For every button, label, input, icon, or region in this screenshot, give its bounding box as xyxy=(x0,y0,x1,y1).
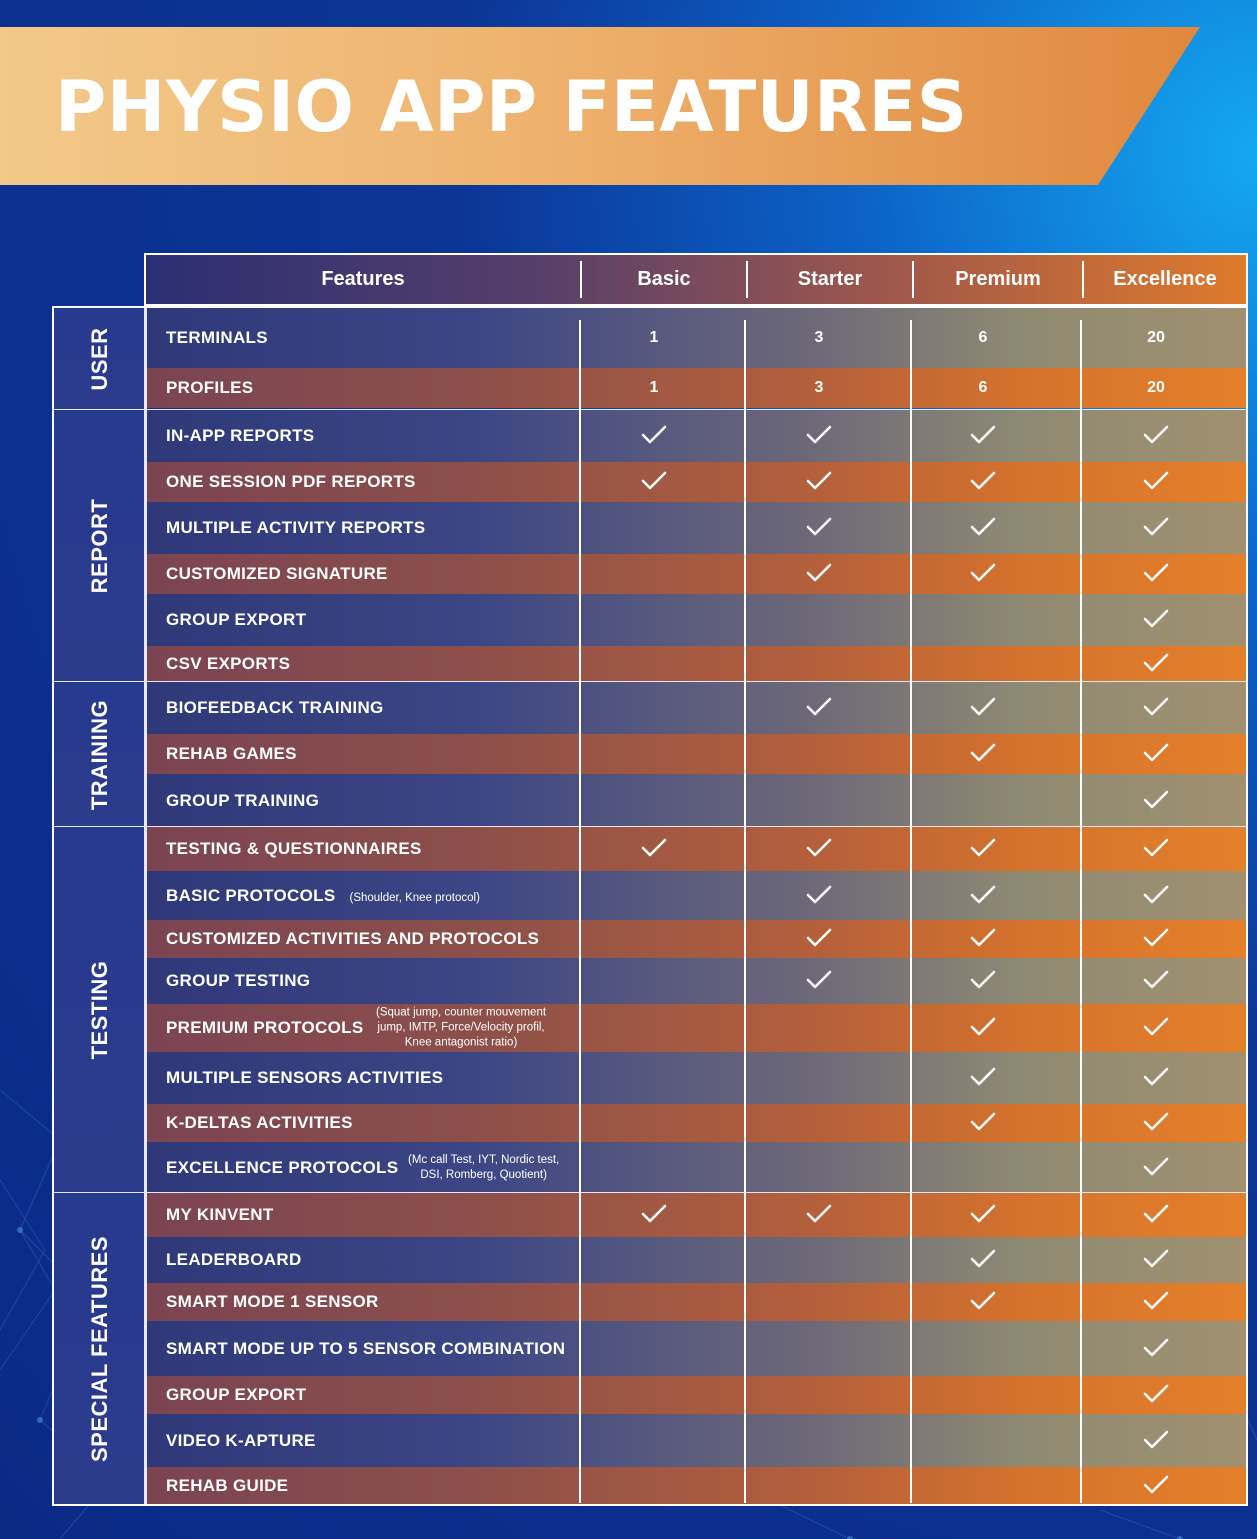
check-icon xyxy=(970,1204,996,1224)
check-icon xyxy=(1143,653,1169,673)
section-label: USER xyxy=(87,327,112,391)
header-starter: Starter xyxy=(797,268,863,290)
feature-name xyxy=(166,1113,353,1133)
check-icon xyxy=(641,425,667,445)
check-icon xyxy=(970,1017,996,1037)
check-icon xyxy=(1143,838,1169,858)
feature-name xyxy=(166,1476,288,1496)
feature-note-line: Knee antagonist ratio) xyxy=(404,1036,518,1049)
column-divider xyxy=(579,320,581,1503)
check-icon xyxy=(1143,1430,1169,1450)
feature-label: BASIC PROTOCOLS xyxy=(166,885,336,905)
check-icon xyxy=(806,885,832,905)
check-icon xyxy=(806,471,832,491)
feature-name xyxy=(166,1292,379,1312)
check-icon xyxy=(970,471,996,491)
feature-label: SMART MODE UP TO 5 SENSOR COMBINATION xyxy=(166,1338,566,1358)
feature-note-line: DSI, Romberg, Quotient) xyxy=(420,1168,547,1181)
feature-label: EXCELLENCE PROTOCOLS xyxy=(166,1157,399,1177)
feature-label: CSV EXPORTS xyxy=(166,654,291,673)
check-icon xyxy=(970,885,996,905)
check-icon xyxy=(970,563,996,583)
feature-label: GROUP EXPORT xyxy=(166,610,307,629)
check-icon xyxy=(1143,517,1169,537)
feature-label: TESTING & QUESTIONNAIRES xyxy=(166,839,422,858)
feature-label: SMART MODE 1 SENSOR xyxy=(166,1292,379,1311)
check-icon xyxy=(1143,1475,1169,1495)
check-icon xyxy=(806,517,832,537)
check-icon xyxy=(806,1204,832,1224)
feature-note: (Shoulder, Knee protocol) xyxy=(349,891,480,904)
check-icon xyxy=(970,970,996,990)
page-title: PHYSIO APP FEATURES xyxy=(55,66,968,148)
feature-label: PROFILES xyxy=(166,378,254,397)
tier-value: 1 xyxy=(649,329,659,346)
feature-label: CUSTOMIZED SIGNATURE xyxy=(166,564,388,583)
tier-value: 6 xyxy=(978,379,988,396)
check-icon xyxy=(970,1067,996,1087)
feature-name xyxy=(166,744,297,764)
feature-name xyxy=(166,378,253,398)
feature-label: REHAB GUIDE xyxy=(166,1475,289,1495)
check-icon xyxy=(1143,1384,1169,1404)
check-icon xyxy=(1143,743,1169,763)
check-icon xyxy=(1143,425,1169,445)
feature-label: MULTIPLE ACTIVITY REPORTS xyxy=(166,518,426,537)
tier-value: 20 xyxy=(1147,379,1165,396)
tier-value: 1 xyxy=(649,379,659,396)
header-premium: Premium xyxy=(955,268,1041,290)
feature-name xyxy=(166,1018,363,1038)
check-icon xyxy=(970,697,996,717)
feature-table xyxy=(52,306,1248,1506)
column-divider xyxy=(910,320,912,1503)
check-icon xyxy=(1143,1017,1169,1037)
header-features: Features xyxy=(321,268,405,290)
feature-name xyxy=(166,564,388,584)
feature-label: CUSTOMIZED ACTIVITIES AND PROTOCOLS xyxy=(166,929,540,948)
check-icon xyxy=(970,425,996,445)
header-excellence: Excellence xyxy=(1113,268,1217,290)
section-label: TESTING xyxy=(87,960,112,1060)
check-icon xyxy=(806,697,832,717)
feature-name xyxy=(166,1250,302,1270)
feature-name xyxy=(166,518,425,538)
check-icon xyxy=(970,928,996,948)
check-icon xyxy=(1143,1112,1169,1132)
check-icon xyxy=(641,838,667,858)
feature-name xyxy=(166,971,310,991)
feature-note-line: (Squat jump, counter mouvement xyxy=(376,1006,547,1019)
feature-note-line: (Mc call Test, IYT, Nordic test, xyxy=(408,1153,560,1166)
check-icon xyxy=(1143,1291,1169,1311)
check-icon xyxy=(970,517,996,537)
check-icon xyxy=(641,471,667,491)
feature-label: IN-APP REPORTS xyxy=(166,426,315,445)
check-icon xyxy=(806,425,832,445)
feature-name xyxy=(166,1339,565,1359)
check-icon xyxy=(1143,928,1169,948)
section-label: REPORT xyxy=(87,498,112,594)
feature-note-line: jump, IMTP, Force/Velocity profil, xyxy=(377,1021,545,1034)
check-icon xyxy=(1143,1249,1169,1269)
section-label-cell-testing xyxy=(54,827,146,1193)
check-icon xyxy=(1143,1338,1169,1358)
feature-name xyxy=(166,426,314,446)
check-icon xyxy=(806,838,832,858)
feature-label: K-DELTAS ACTIVITIES xyxy=(166,1113,353,1132)
feature-name xyxy=(166,698,384,718)
feature-label: REHAB GAMES xyxy=(166,744,297,763)
feature-label: MY KINVENT xyxy=(166,1205,274,1224)
feature-name xyxy=(166,839,422,859)
table-header xyxy=(144,253,1248,306)
check-icon xyxy=(970,1112,996,1132)
check-icon xyxy=(1143,885,1169,905)
feature-note xyxy=(376,1006,546,1051)
feature-label: VIDEO K-APTURE xyxy=(166,1430,316,1450)
feature-name xyxy=(166,929,539,949)
check-icon xyxy=(1143,1067,1169,1087)
check-icon xyxy=(1143,563,1169,583)
feature-name xyxy=(166,886,480,906)
header-basic: Basic xyxy=(637,268,691,290)
column-divider xyxy=(744,320,746,1503)
feature-label: GROUP EXPORT xyxy=(166,1385,307,1404)
section-label: TRAINING xyxy=(87,699,112,810)
feature-label: PREMIUM PROTOCOLS xyxy=(166,1018,364,1037)
feature-label: MULTIPLE SENSORS ACTIVITIES xyxy=(166,1068,444,1087)
feature-name xyxy=(166,1158,398,1178)
feature-note xyxy=(408,1153,559,1183)
feature-label: LEADERBOARD xyxy=(166,1250,302,1269)
check-icon xyxy=(970,743,996,763)
section-label-cell-training xyxy=(54,682,146,827)
check-icon xyxy=(806,928,832,948)
feature-name xyxy=(166,1385,306,1405)
tier-value: 3 xyxy=(814,379,824,396)
feature-name xyxy=(166,472,416,492)
column-divider xyxy=(1080,320,1082,1503)
feature-label: GROUP TESTING xyxy=(166,971,311,990)
check-icon xyxy=(970,1291,996,1311)
section-column-divider xyxy=(144,308,147,1504)
tier-value: 20 xyxy=(1147,329,1165,346)
check-icon xyxy=(806,970,832,990)
feature-name xyxy=(166,328,268,348)
feature-name xyxy=(166,1068,443,1088)
check-icon xyxy=(1143,970,1169,990)
feature-label: BIOFEEDBACK TRAINING xyxy=(166,698,384,717)
section-label-cell-user xyxy=(54,308,146,410)
section-label-cell-report xyxy=(54,410,146,682)
check-icon xyxy=(1143,790,1169,810)
feature-label: GROUP TRAINING xyxy=(166,790,320,810)
feature-name xyxy=(166,1431,316,1451)
check-icon xyxy=(1143,1157,1169,1177)
section-label-cell-special-features xyxy=(54,1193,146,1504)
section-label: SPECIAL FEATURES xyxy=(87,1235,112,1462)
feature-label: ONE SESSION PDF REPORTS xyxy=(166,472,416,491)
feature-name xyxy=(166,654,290,674)
check-icon xyxy=(806,563,832,583)
check-icon xyxy=(1143,609,1169,629)
check-icon xyxy=(970,838,996,858)
check-icon xyxy=(1143,471,1169,491)
check-icon xyxy=(970,1249,996,1269)
feature-label: TERMINALS xyxy=(166,328,268,347)
check-icon xyxy=(641,1204,667,1224)
check-icon xyxy=(1143,697,1169,717)
feature-name xyxy=(166,610,306,630)
tier-value: 6 xyxy=(978,329,988,346)
feature-name xyxy=(166,791,319,811)
tier-value: 3 xyxy=(814,329,824,346)
check-icon xyxy=(1143,1204,1169,1224)
feature-name xyxy=(166,1205,274,1225)
